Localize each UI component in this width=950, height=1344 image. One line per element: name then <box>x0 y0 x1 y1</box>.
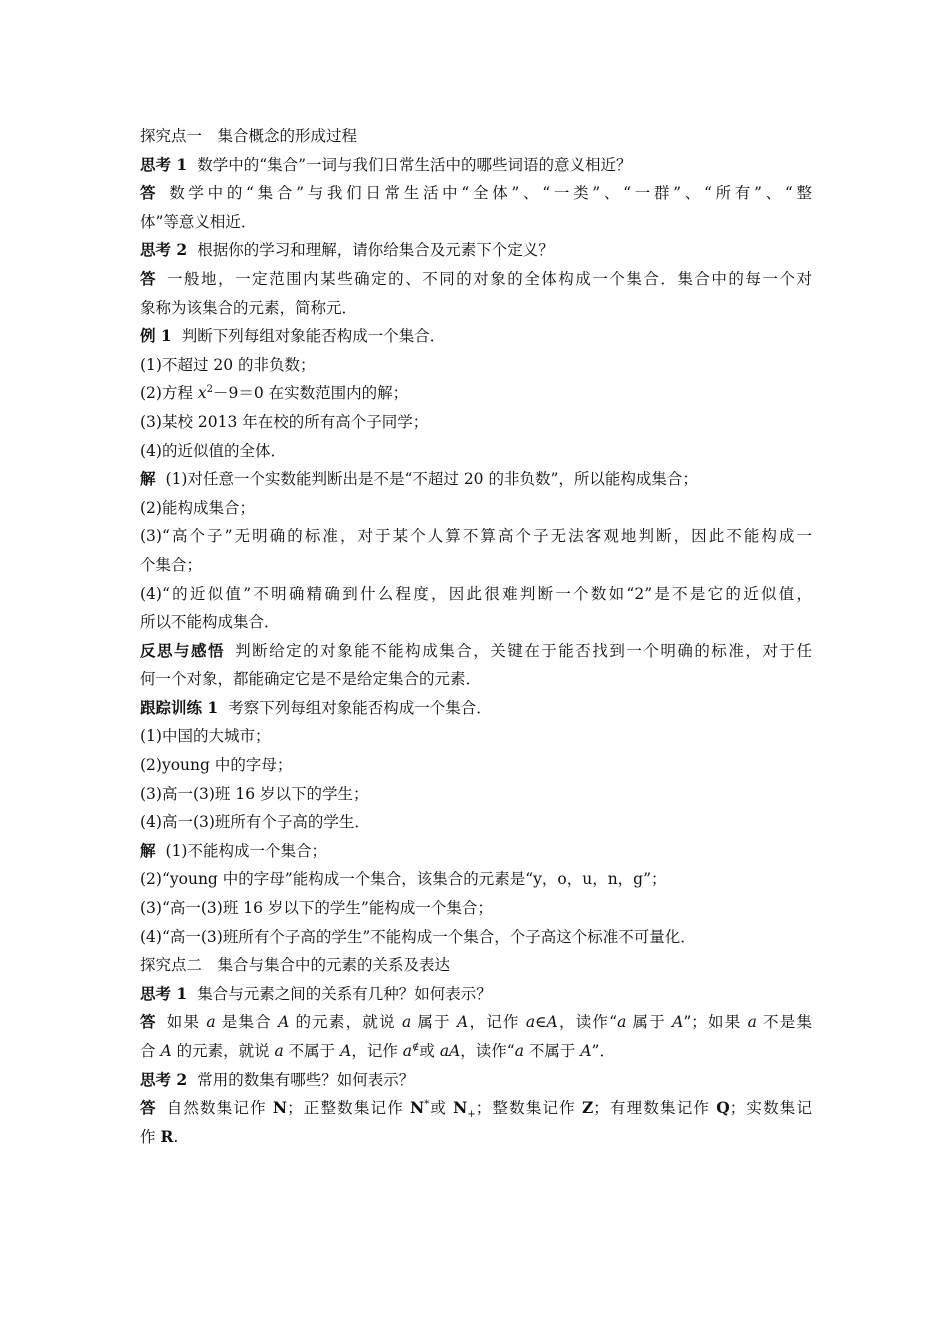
text-span: 作 <box>140 1127 161 1146</box>
text-span: 合 <box>140 1042 161 1060</box>
text-span: ，记作 <box>351 1042 403 1060</box>
set-symbol: Z <box>581 1098 594 1118</box>
text-span: ；实数集记 <box>729 1099 812 1118</box>
solution-item-2: (2)能构成集合； <box>140 498 255 517</box>
solution-text: (1)不能构成一个集合； <box>165 841 327 860</box>
question-text: 数学中的“集合”一词与我们日常生活中的哪些词语的意义相近？ <box>197 155 632 174</box>
solution-item-4: (4)“的近似值”不明确精确到什么程度，因此很难判断一个数如“2”是不是它的近似值， <box>140 584 812 603</box>
superscript: 2 <box>206 384 214 396</box>
math-var: a <box>402 1042 412 1060</box>
answer-label: 答 <box>140 1012 157 1032</box>
question-1-2 <box>140 236 812 265</box>
answer-label: 答 <box>140 268 158 288</box>
question-label: 思考 2 <box>140 1069 188 1089</box>
answer-2-1-cont <box>140 1037 812 1066</box>
solution-label: 解 <box>140 469 156 489</box>
example-item-1: (1)不超过 20 的非负数； <box>140 355 316 374</box>
answer-2-2 <box>140 1094 812 1123</box>
question-1-1 <box>140 151 812 180</box>
answer-label: 答 <box>140 183 160 203</box>
answer-2-1 <box>140 1008 812 1037</box>
answer-text: 数学中的“集合”与我们日常生活中“全体”、“一类”、“一群”、“所有”、“整 <box>169 184 812 203</box>
text-span: (2)方程 <box>140 384 198 403</box>
practice-item-2: (2)young 中的字母； <box>140 756 293 775</box>
solution-item-3-cont: 个集合； <box>140 555 203 574</box>
question-label: 思考 1 <box>140 154 188 174</box>
solution-item-4-cont: 所以不能构成集合． <box>140 613 280 632</box>
answer-label: 答 <box>140 1098 157 1118</box>
math-var: a <box>617 1013 627 1032</box>
text-span: ；正整数集记作 <box>287 1099 411 1118</box>
math-var: A <box>580 1042 592 1060</box>
solution-text: (1)对任意一个实数能判断出是不是“不超过 20 的非负数”，所以能构成集合； <box>165 470 698 489</box>
practice-item-4: (4)高一(3)班所有个子高的学生． <box>140 813 370 832</box>
question-label: 思考 1 <box>140 983 188 1003</box>
math-var: x <box>197 384 207 403</box>
text-span: ；整数集记作 <box>475 1099 582 1118</box>
solution-1 <box>140 465 812 494</box>
reflection-text: 判断给定的对象能不能构成集合，关键在于能否找到一个明确的标准，对于任 <box>235 641 812 660</box>
math-var: aA <box>439 1042 461 1060</box>
reflection-label: 反思与感悟 <box>140 640 226 660</box>
text-span: ，读作“ <box>557 1013 618 1032</box>
math-var: a <box>402 1013 412 1032</box>
text-span: 不属于 <box>283 1042 341 1060</box>
question-text: 根据你的学习和理解，请你给集合及元素下个定义？ <box>197 241 554 260</box>
superscript: * <box>424 1099 430 1111</box>
practice-text: 考察下列每组对象能否构成一个集合． <box>228 698 492 717</box>
text-span: 是集合 <box>215 1013 279 1032</box>
practice-item-1: (1)中国的大城市； <box>140 727 271 746</box>
answer-1-1 <box>140 179 812 208</box>
text-span: 如果 <box>166 1013 207 1032</box>
text-span: 的元素，就说 <box>289 1013 402 1032</box>
text-span: 属于 <box>411 1013 458 1032</box>
set-symbol: Q <box>716 1098 730 1118</box>
example-label: 例 1 <box>140 326 172 346</box>
practice-solution-2: (2)“young 中的字母”能构成一个集合，该集合的元素是“y，o，u，n，g”； <box>140 870 667 889</box>
reflection <box>140 637 812 666</box>
text-span: ，读作“ <box>460 1042 515 1060</box>
text-span: ，记作 <box>468 1013 526 1032</box>
not-in-symbol: ∉ <box>412 1041 420 1053</box>
question-2-1 <box>140 980 812 1009</box>
text-span: ”． <box>591 1042 615 1060</box>
text-span: ∈ <box>535 1013 547 1032</box>
math-var: a <box>514 1042 524 1060</box>
text-span: 或 <box>429 1099 454 1118</box>
example-item-3: (3)某校 2013 年在校的所有高个子同学； <box>140 412 429 431</box>
text-span: 自然数集记作 <box>166 1099 273 1118</box>
math-var: A <box>546 1013 558 1032</box>
text-span: 的元素，就说 <box>171 1042 275 1060</box>
practice-item-3: (3)高一(3)班 16 岁以下的学生； <box>140 784 369 803</box>
text-span: 不是集 <box>756 1013 812 1032</box>
math-var: A <box>160 1042 172 1060</box>
example-item-4: (4)的近似值的全体． <box>140 441 286 460</box>
section-heading-1: 探究点一 集合概念的形成过程 <box>140 127 358 145</box>
math-var: A <box>278 1013 290 1032</box>
set-symbol: N <box>410 1098 425 1118</box>
math-var: a <box>525 1013 536 1032</box>
example-text: 判断下列每组对象能否构成一个集合． <box>181 327 446 346</box>
text-span: . <box>173 1127 179 1146</box>
subscript: + <box>467 1109 476 1121</box>
math-var: A <box>457 1013 469 1032</box>
math-var: a <box>274 1042 284 1060</box>
example-item-2 <box>140 379 812 408</box>
math-var: A <box>672 1013 684 1032</box>
set-symbol: R <box>160 1126 174 1146</box>
example-1 <box>140 322 812 351</box>
text-span: 不属于 <box>523 1042 581 1060</box>
answer-2-2-cont <box>140 1123 812 1152</box>
answer-text: 一般地，一定范围内某些确定的、不同的对象的全体构成一个集合．集合中的每一个对 <box>167 269 812 288</box>
set-symbol: N <box>453 1098 468 1118</box>
text-span: －9＝0 在实数范围内的解； <box>213 384 409 403</box>
reflection-cont: 何一个对象，都能确定它是不是给定集合的元素． <box>140 670 482 689</box>
text-span: 或 <box>419 1042 440 1060</box>
set-symbol: N <box>272 1098 288 1118</box>
document-body <box>140 122 812 1151</box>
question-text: 常用的数集有哪些？如何表示？ <box>197 1070 415 1089</box>
solution-item-3: (3)“高个子”无明确的标准，对于某个人算不算高个子无法客观地判断，因此不能构成一 <box>140 527 812 546</box>
practice-solution-1 <box>140 837 812 866</box>
answer-1-2-cont: 象称为该集合的元素，简称元． <box>140 298 358 317</box>
practice-solution-4: (4)“高一(3)班所有个子高的学生”不能构成一个集合，个子高这个标准不可量化． <box>140 927 696 946</box>
text-span: 属于 <box>626 1013 673 1032</box>
math-var: a <box>206 1013 216 1032</box>
text-span: ；有理数集记作 <box>593 1099 717 1118</box>
math-var: a <box>747 1013 757 1032</box>
question-label: 思考 2 <box>140 240 188 260</box>
math-var: A <box>340 1042 352 1060</box>
section-heading-2: 探究点二 集合与集合中的元素的关系及表达 <box>140 956 451 975</box>
text-span: ”；如果 <box>683 1013 748 1032</box>
question-text: 集合与元素之间的关系有几种？如何表示？ <box>197 984 492 1003</box>
practice-solution-3: (3)“高一(3)班 16 岁以下的学生”能构成一个集合； <box>140 899 493 918</box>
question-2-2 <box>140 1066 812 1095</box>
practice-label: 跟踪训练 1 <box>140 697 219 717</box>
answer-1-2 <box>140 265 812 294</box>
answer-1-1-cont: 体”等意义相近． <box>140 212 257 231</box>
solution-label: 解 <box>140 840 156 860</box>
practice-1 <box>140 694 812 723</box>
